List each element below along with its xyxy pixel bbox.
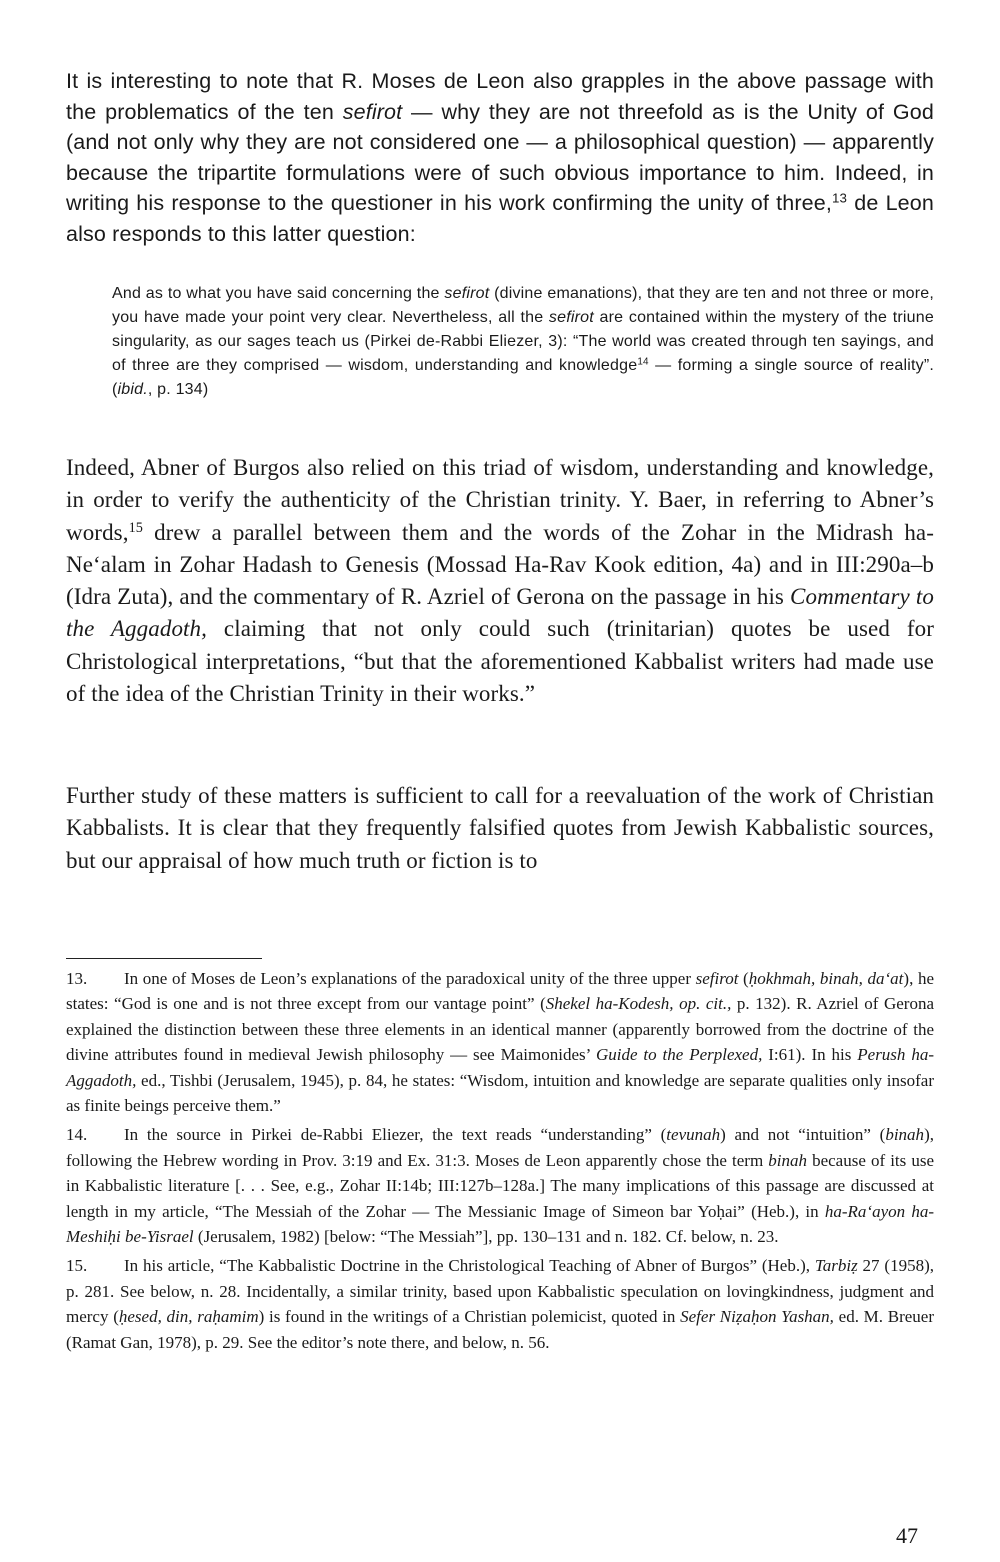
italic-term: Sefer Niẓaḥon Yashan, (680, 1307, 834, 1327)
text-run: In the source in Pirkei de-Rabbi Eliezer, the text reads “understanding” ( (124, 1125, 667, 1145)
text-run: (Jerusalem, 1982) [below: “The Messiah”], pp. 130–131 and n. 182. Cf. below, n. 23. (193, 1227, 779, 1247)
text-run: p. 132). R. Azriel of Gerona explained the distinction between these three elements in an identical manner (apparently borrowed from the doctrine of the divine attributes found in medieval Jewish philosophy — see Maimonides’ (66, 994, 935, 1065)
text-run: ed., Tishbi (Jerusalem, 1945), p. 84, he states: “Wisdom, intuition and knowledge are separate qualities only insofar as finite beings perceive them.” (66, 1070, 934, 1116)
text-run: It is interesting to note that R. Moses de Leon also grapples in the above passage with the problematics of the ten (66, 69, 934, 124)
italic-term: binah (768, 1150, 807, 1170)
text-run: ( (738, 969, 749, 988)
text-run: ed. M. Breuer (Ramat Gan, 1978), p. 29. See the editor’s note there, and below, n. 56. (66, 1307, 934, 1352)
body-paragraph-3 (66, 780, 934, 877)
text-run: 27 (1958), p. 281. See below, n. 28. Incidentally, a similar trinity, based upon Kabbalistic speculation on lovingkindness, judgment and mercy ( (66, 1256, 934, 1327)
footnote-14 (66, 1122, 934, 1249)
text-run: are contained within the mystery of the triune singularity, as our sages teach us (Pirkei de-Rabbi Eliezer, 3): “The world was created through ten sayings, and of three are they comprised — wisdom, understanding and knowledge (112, 309, 934, 374)
italic-term: Tarbiẓ (814, 1256, 858, 1276)
page-number: 47 (896, 1523, 918, 1548)
italic-term: binah (885, 1125, 925, 1145)
text-run: — forming a single source of reality”. ( (112, 357, 934, 398)
text-run: And as to what you have said concerning the (112, 285, 445, 302)
text-run: drew a parallel between them and the words of the Zohar in the Midrash ha-Ne‘alam in Zohar Hadash to Genesis (Mossad Ha-Rav Kook edition, 4a) and in III:290a–b (Idra Zuta), and the commentary of R. Azriel of Gerona on the passage in his (66, 519, 934, 610)
text-run: ), following the Hebrew wording in Prov. 3:19 and Ex. 31:3. Moses de Leon apparently chose the term (66, 1125, 934, 1170)
text-run: de Leon also responds to this latter question: (66, 191, 935, 246)
italic-term: tevunah (666, 1125, 721, 1145)
text-run: — why they are not threefold as is the Unity of God (and not only why they are not considered one — a philosophical question) — apparently because the tripartite formulations were of such obvious importance to him. Indeed, in writing his response to the questioner in his work confirming the unity of three, (66, 99, 934, 216)
text-run: Indeed, Abner of Burgos also relied on this triad of wisdom, understanding and knowledge, in order to verify the authenticity of the Christian trinity. Y. Baer, in referring to Abner’s words, (66, 455, 934, 545)
italic-term: sefirot (695, 969, 739, 988)
italic-term: Perush ha-Aggadoth, (66, 1045, 934, 1090)
italic-term: ibid. (117, 381, 148, 398)
italic-term: ha-Ra‘ayon ha-Meshiḥi be-Yisrael (66, 1201, 935, 1247)
text-run: (divine emanations), that they are ten and not three or more, you have made your point very clear. Nevertheless, all the (112, 285, 934, 326)
italic-term: Guide to the Perplexed, (595, 1045, 763, 1065)
text-run: ) and not “intuition” ( (720, 1125, 886, 1145)
block-quote (112, 282, 934, 402)
footnote-number: 15. (66, 1256, 88, 1276)
footnote-13 (66, 966, 934, 1118)
italic-term: ḥesed, din, raḥamim (118, 1307, 259, 1327)
italic-term: sefirot (444, 285, 490, 302)
text-run: In one of Moses de Leon’s explanations of the paradoxical unity of the three upper (124, 969, 696, 988)
italic-term: Shekel ha-Kodesh, op. cit., (545, 994, 732, 1014)
text-run: Further study of these matters is sufficient to call for a reevaluation of the work of Christian Kabbalists. It is clear that they frequently falsified quotes from Jewish Kabbalistic sources, but our appraisal of how much truth or fiction is to (66, 783, 934, 873)
footnote-number: 13. (66, 969, 88, 988)
footnote-15 (66, 1253, 934, 1355)
text-run: claiming that not only could such (trinitarian) quotes be used for Christological interpretations, “but that the aforementioned Kabbalist writers had made use of the idea of the Christian Trinity in their works.” (66, 616, 934, 707)
italic-term: sefirot (342, 99, 403, 124)
italic-term: ḥokhmah, binah, da‘at (748, 969, 904, 988)
footnote-number: 14. (66, 1125, 88, 1145)
footnote-ref-13: 13 (832, 191, 848, 207)
italic-term: sefirot (548, 309, 594, 326)
text-run: In his article, “The Kabbalistic Doctrine in the Christological Teaching of Abner of Burgos” (Heb.), (124, 1256, 815, 1276)
footnotes (66, 966, 934, 1359)
text-run: I:61). In his (762, 1045, 858, 1065)
body-paragraph-1 (66, 66, 934, 250)
footnote-ref-14: 14 (637, 356, 649, 368)
footnote-ref-15: 15 (128, 519, 144, 536)
text-run: , p. 134) (147, 381, 209, 398)
text-run: ) is found in the writings of a Christian polemicist, quoted in (258, 1307, 681, 1327)
footnote-divider (66, 958, 262, 959)
italic-title: Commentary to the Aggadoth, (66, 584, 935, 642)
text-run: ), he states: “God is one and is not three except from our vantage point” ( (66, 969, 935, 1014)
body-paragraph-2 (66, 452, 934, 710)
text-run: because of its use in Kabbalistic literature [. . . See, e.g., Zohar II:14b; III:127b–128a.] The many implications of this passage are discussed at length in my article, “The Messiah of the Zohar — The Messianic Image of Simeon bar Yoḥai” (Heb.), in (66, 1150, 934, 1221)
